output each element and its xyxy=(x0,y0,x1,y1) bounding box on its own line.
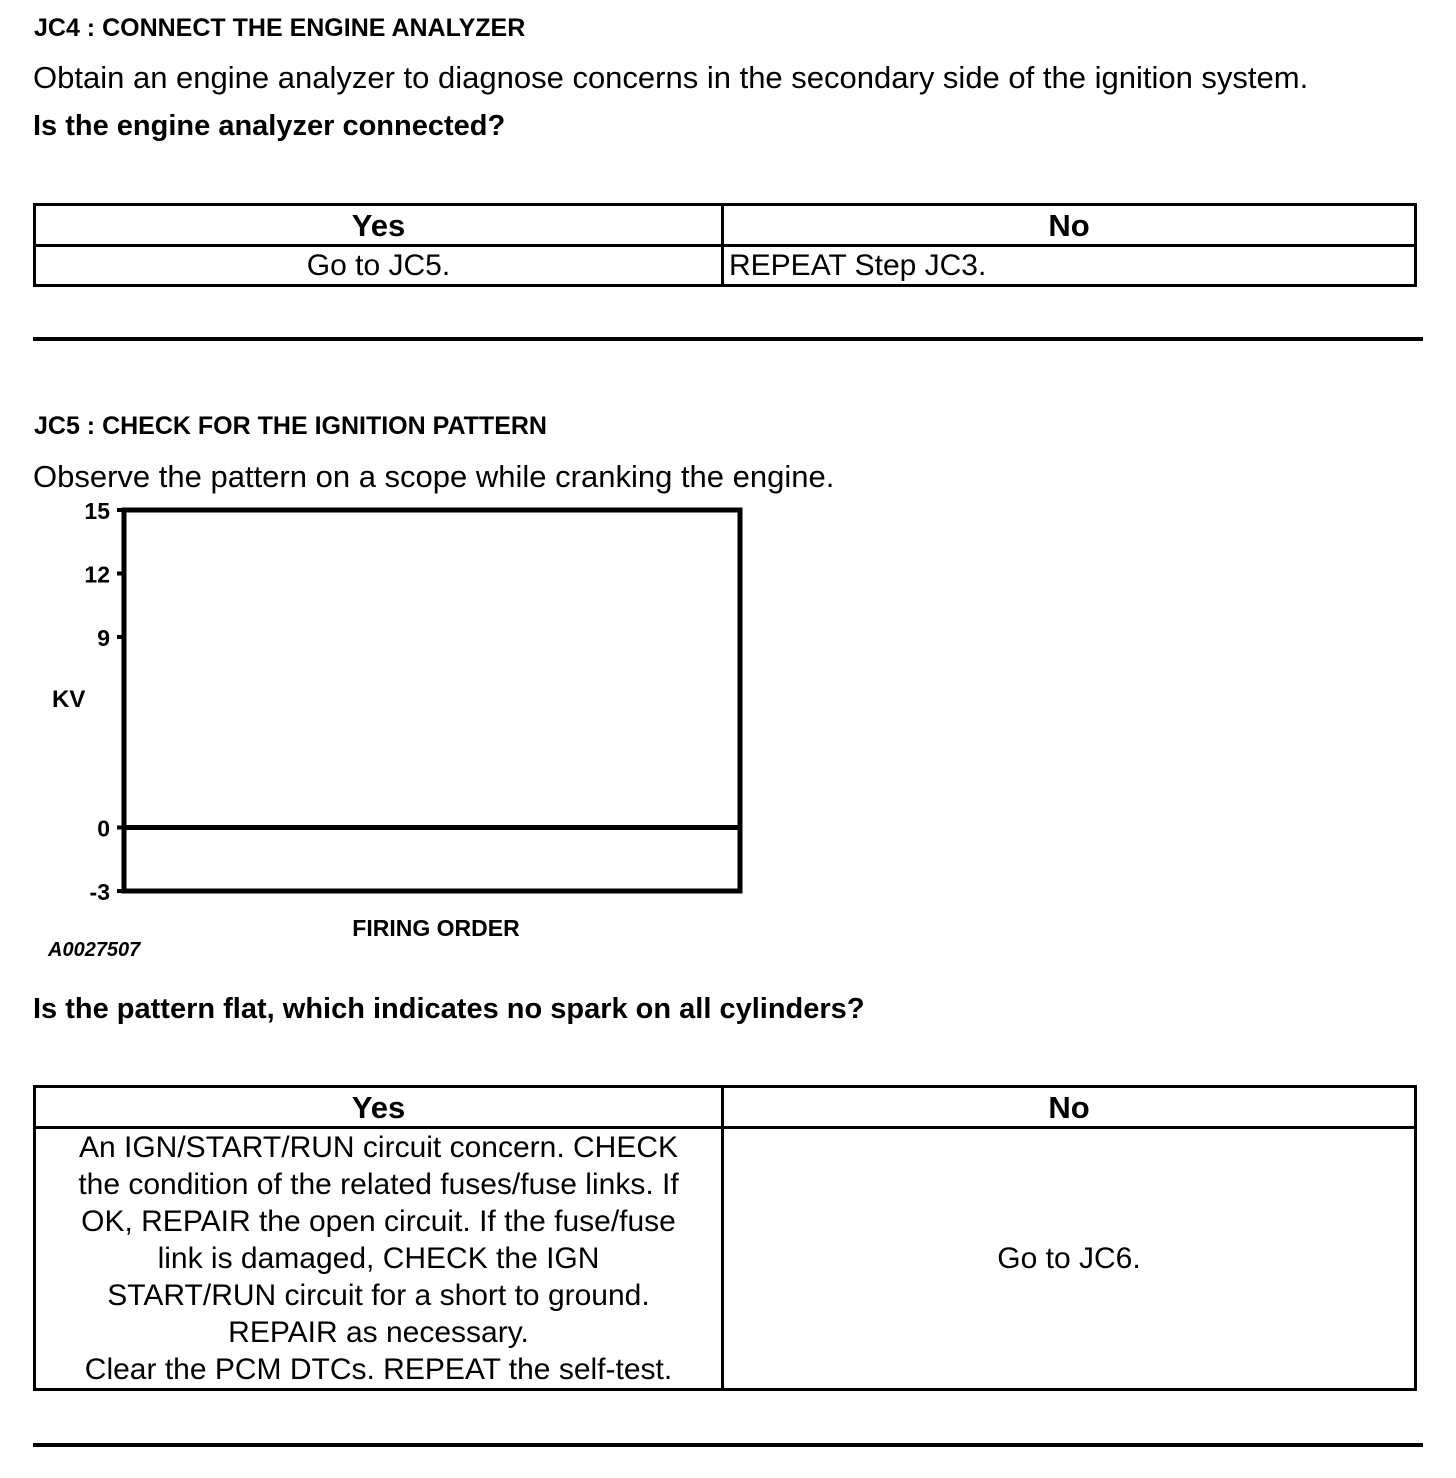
jc5-yes-line: An IGN/START/RUN circuit concern. CHECK xyxy=(78,1131,679,1164)
jc5-yes-line: REPAIR as necessary. xyxy=(228,1316,529,1349)
jc5-yes-line: START/RUN circuit for a short to ground. xyxy=(107,1279,650,1312)
jc4-no-header: No xyxy=(723,205,1416,246)
y-tick-label: -3 xyxy=(89,879,110,905)
jc5-yes-result xyxy=(35,1128,723,1390)
y-tick-label: 15 xyxy=(84,498,110,524)
section-divider-bottom xyxy=(33,1443,1423,1447)
jc5-yes-line: link is damaged, CHECK the IGN xyxy=(157,1242,600,1275)
figure-id: A0027507 xyxy=(48,939,141,961)
jc4-result-table xyxy=(33,203,1417,287)
jc4-yes-result: Go to JC5. xyxy=(35,246,723,286)
jc4-no-result: REPEAT Step JC3. xyxy=(723,246,1416,286)
jc4-yes-header: Yes xyxy=(35,205,723,246)
jc4-question: Is the engine analyzer connected? xyxy=(33,110,506,142)
jc5-result-table xyxy=(33,1085,1417,1391)
ignition-pattern-figure xyxy=(0,495,760,965)
jc4-instruction: Obtain an engine analyzer to diagnose concerns in the secondary side of the ignition system. xyxy=(33,60,1309,95)
jc5-yes-header: Yes xyxy=(35,1087,723,1128)
jc5-no-header: No xyxy=(723,1087,1416,1128)
jc5-yes-line: the condition of the related fuses/fuse links. If xyxy=(78,1168,679,1201)
jc5-heading: JC5 : CHECK FOR THE IGNITION PATTERN xyxy=(34,412,547,440)
jc5-yes-line: Clear the PCM DTCs. REPEAT the self-test. xyxy=(84,1353,673,1386)
jc5-no-result: Go to JC6. xyxy=(723,1128,1416,1390)
jc5-question: Is the pattern flat, which indicates no spark on all cylinders? xyxy=(33,993,865,1025)
y-axis-ticks xyxy=(84,498,124,905)
section-divider xyxy=(33,337,1423,341)
scope-frame xyxy=(124,510,740,891)
y-tick-label: 0 xyxy=(97,815,110,842)
y-axis-label: KV xyxy=(52,686,86,713)
jc5-instruction: Observe the pattern on a scope while cranking the engine. xyxy=(33,459,835,494)
jc5-yes-line: OK, REPAIR the open circuit. If the fuse/fuse xyxy=(81,1205,676,1238)
y-tick-label: 9 xyxy=(97,625,110,651)
jc4-heading: JC4 : CONNECT THE ENGINE ANALYZER xyxy=(34,14,526,42)
x-axis-label: FIRING ORDER xyxy=(352,915,520,941)
y-tick-label: 12 xyxy=(84,561,110,588)
